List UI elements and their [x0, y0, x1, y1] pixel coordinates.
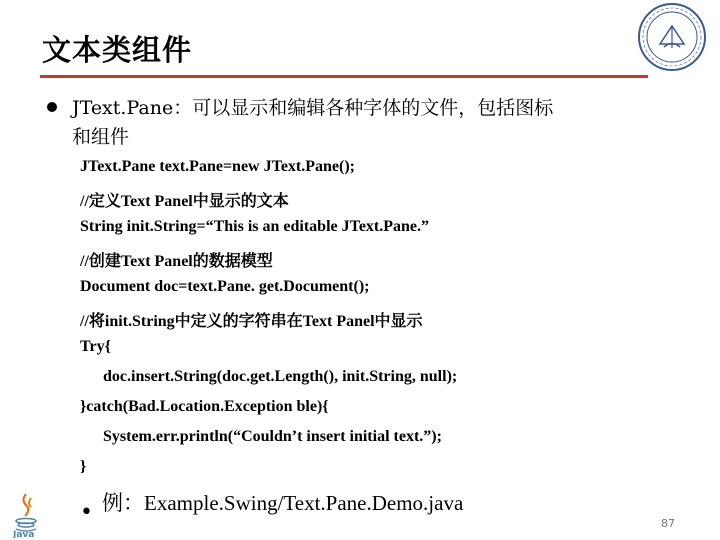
code-line: String init.String=“This is an editable JText.Pane.”	[80, 218, 430, 235]
code-line: }catch(Bad.Location.Exception ble){	[80, 398, 329, 415]
bullet-icon	[47, 102, 57, 112]
code-line: }	[80, 458, 87, 475]
code-line: Try{	[80, 338, 111, 355]
page-number: 87	[661, 517, 675, 530]
svg-text:Java: Java	[13, 530, 35, 538]
bullet-text-line1: JText.Pane：可以显示和编辑各种字体的文件，包括图标	[72, 97, 554, 119]
title-underline	[40, 75, 648, 78]
code-line: doc.insert.String(doc.get.Length(), init.String, null);	[103, 368, 458, 385]
java-logo-icon	[10, 492, 42, 538]
university-seal-icon	[636, 0, 708, 74]
bullet-text-line2: 和组件	[72, 126, 130, 148]
code-comment: //定义Text Panel中显示的文本	[80, 193, 289, 210]
code-line: Document doc=text.Pane. get.Document();	[80, 278, 370, 295]
code-line: JText.Pane text.Pane=new JText.Pane();	[80, 158, 355, 175]
slide-title: 文本类组件	[42, 33, 193, 67]
example-bullet-icon: •	[80, 500, 93, 525]
example-text: 例：Example.Swing/Text.Pane.Demo.java	[102, 491, 464, 515]
code-comment: //将init.String中定义的字符串在Text Panel中显示	[80, 313, 423, 330]
code-comment: //创建Text Panel的数据模型	[80, 253, 273, 270]
code-line: System.err.println(“Couldn’t insert initial text.”);	[103, 428, 442, 445]
